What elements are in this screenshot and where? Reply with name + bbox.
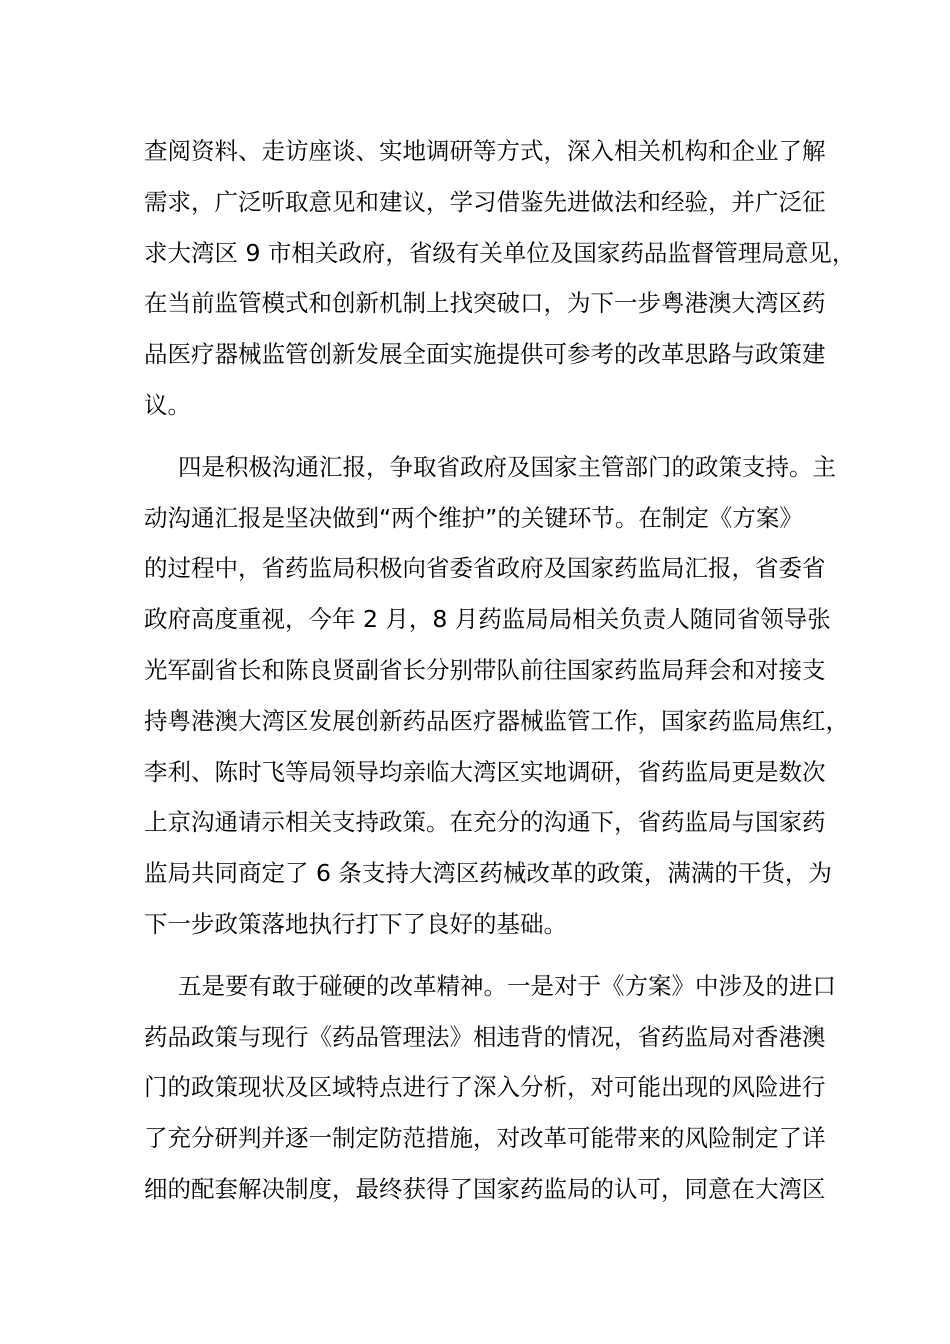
- paragraph-line: 查阅资料、走访座谈、实地调研等方式，深入相关机构和企业了解: [144, 137, 826, 165]
- paragraph-line: 李利、陈时飞等局领导均亲临大湾区实地调研，省药监局更是数次: [144, 757, 826, 786]
- document-body: [144, 126, 856, 1215]
- paragraph-spacer: [144, 431, 809, 442]
- paragraph-spacer: [144, 950, 809, 961]
- paragraph-line: 的过程中，省药监局积极向省委省政府及国家药监局汇报，省委省: [144, 554, 826, 583]
- paragraph-line: 监局共同商定了 6 条支持大湾区药械改革的政策，满满的干货，为: [144, 859, 832, 888]
- paragraph-line: 议。: [144, 390, 191, 419]
- paragraph-line: 需求，广泛听取意见和建议，学习借鉴先进做法和经验，并广泛征: [144, 187, 826, 216]
- paragraph-line: 了充分研判并逐一制定防范措施，对改革可能带来的风险制定了详: [144, 1124, 826, 1153]
- paragraph-first-line-text: 五是要有敢于碰硬的改革精神。一是对于《方案》中涉及的进口: [178, 971, 836, 1000]
- paragraph-3: [144, 961, 836, 1215]
- paragraph-line: [144, 442, 836, 493]
- paragraph-line: 品医疗器械监管创新发展全面实施提供可参考的改革思路与政策建: [144, 340, 826, 369]
- paragraph-line: 药品政策与现行《药品管理法》相违背的情况，省药监局对香港澳: [144, 1022, 826, 1051]
- paragraph-line: 上京沟通请示相关支持政策。在充分的沟通下，省药监局与国家药: [144, 808, 826, 837]
- paragraph-line: 政府高度重视，今年 2 月，8 月药监局局相关负责人随同省领导张: [144, 605, 831, 634]
- paragraph-line: 在当前监管模式和创新机制上找突破口，为下一步粤港澳大湾区药: [144, 289, 826, 318]
- paragraph-line: [144, 961, 836, 1012]
- paragraph-line: 光军副省长和陈良贤副省长分别带队前往国家药监局拜会和对接支: [144, 655, 826, 684]
- paragraph-line: 求大湾区 9 市相关政府，省级有关单位及国家药品监督管理局意见，: [144, 238, 856, 267]
- paragraph-line: 细的配套解决制度，最终获得了国家药监局的认可，同意在大湾区: [144, 1174, 826, 1203]
- paragraph-line: 门的政策现状及区域特点进行了深入分析，对可能出现的风险进行: [144, 1073, 826, 1102]
- paragraph-line: 动沟通汇报是坚决做到“两个维护”的关键环节。在制定《方案》: [144, 503, 803, 532]
- paragraph-first-line-text: 四是积极沟通汇报，争取省政府及国家主管部门的政策支持。主: [178, 452, 836, 481]
- paragraph-line: 下一步政策落地执行打下了良好的基础。: [144, 909, 567, 938]
- paragraph-2: [144, 442, 849, 950]
- paragraph-line: 持粤港澳大湾区发展创新药品医疗器械监管工作，国家药监局焦红，: [144, 706, 849, 735]
- paragraph-1: [144, 126, 856, 431]
